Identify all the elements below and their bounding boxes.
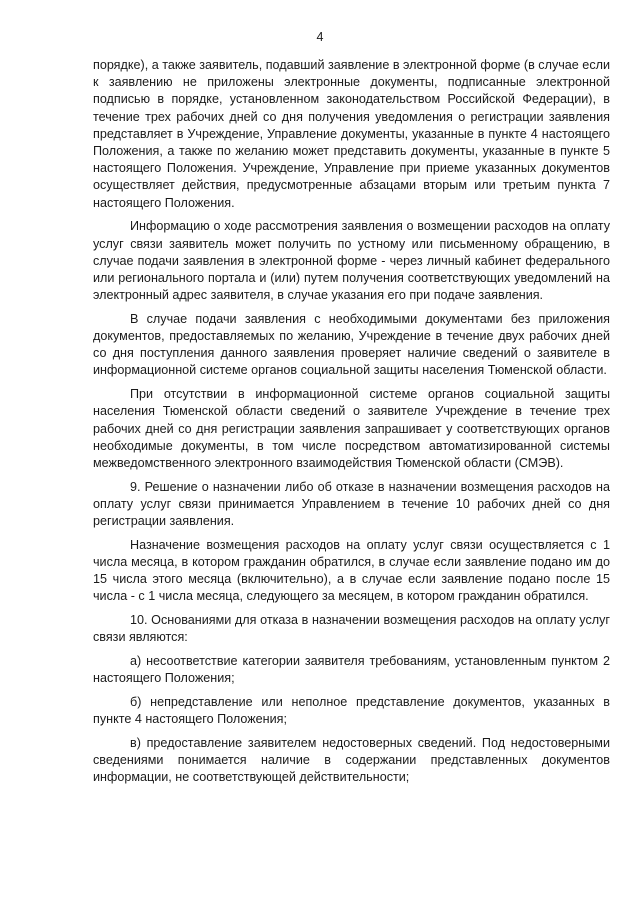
list-item-v: в) предоставление заявителем недостоверных сведений. Под недостоверными сведениями понимается наличие в содержании представленных документов информации, не соответствующей действительности; [93,735,610,785]
document-body [93,57,610,793]
paragraph-progress-info: Информацию о ходе рассмотрения заявления о возмещении расходов на оплату услуг связи заявитель может получить по устному или письменному обращению, в случае подачи заявления в электронной форме - через личный кабинет федерального или регионального портала и (или) путем получения соответствующих уведомлений на электронный адрес заявителя, в случае указания его при подаче заявления. [93,219,610,303]
paragraph-clause-10: 10. Основаниями для отказа в назначении возмещения расходов на оплату услуг связи являются: [93,613,610,645]
page-number: 4 [316,30,324,44]
list-item-a: а) несоответствие категории заявителя требованиям, установленным пунктом 2 настоящего Положения; [93,654,610,686]
paragraph-clause-9: 9. Решение о назначении либо об отказе в назначении возмещения расходов на оплату услуг связи принимается Управлением в течение 10 рабочих дней со дня регистрации заявления. [93,479,610,529]
paragraph-continuation: порядке), а также заявитель, подавший заявление в электронной форме (в случае если к заявлению не приложены электронные документы, подписанные электронной подписью в порядке, установленном законодательством Российской Федерации), в течение трех рабочих дней со дня получения уведомления о регистрации заявления представляет в Учреждение, Управление документы, указанные в пункте 4 настоящего Положения, а также по желанию может представить документы, указанные в пункте 5 настоящего Положения. Учреждение, Управление при приеме указанных документов осуществляет действия, предусмотренные абзацами вторым или третьим пункта 7 настоящего Положения. [93,58,610,210]
paragraph-information-system: При отсутствии в информационной системе органов социальной защиты населения Тюменской области сведений о заявителе Учреждение в течение трех рабочих дней со дня регистрации заявления запрашивает у соответствующих органов необходимые документы, в том числе посредством автоматизированной системы межведомственного электронного взаимодействия Тюменской области (СМЭВ). [93,387,610,470]
paragraph-assignment-date: Назначение возмещения расходов на оплату услуг связи осуществляется с 1 числа месяца, в котором гражданин обратился, в случае если заявление подано им до 15 числа этого месяца (включительно), а в случае если заявление подано после 15 числа - с 1 числа месяца, следующего за месяцем, в котором гражданин обратился. [93,537,610,604]
list-item-b: б) непредставление или неполное представление документов, указанных в пункте 4 настоящего Положения; [93,694,610,727]
paragraph-without-optional-documents: В случае подачи заявления с необходимыми документами без приложения документов, предоставляемых по желанию, Учреждение в течение двух рабочих дней со дня поступления данного заявления проверяет наличие сведений о заявителе в информационной системе органов социальной защиты населения Тюменской области. [93,311,610,378]
